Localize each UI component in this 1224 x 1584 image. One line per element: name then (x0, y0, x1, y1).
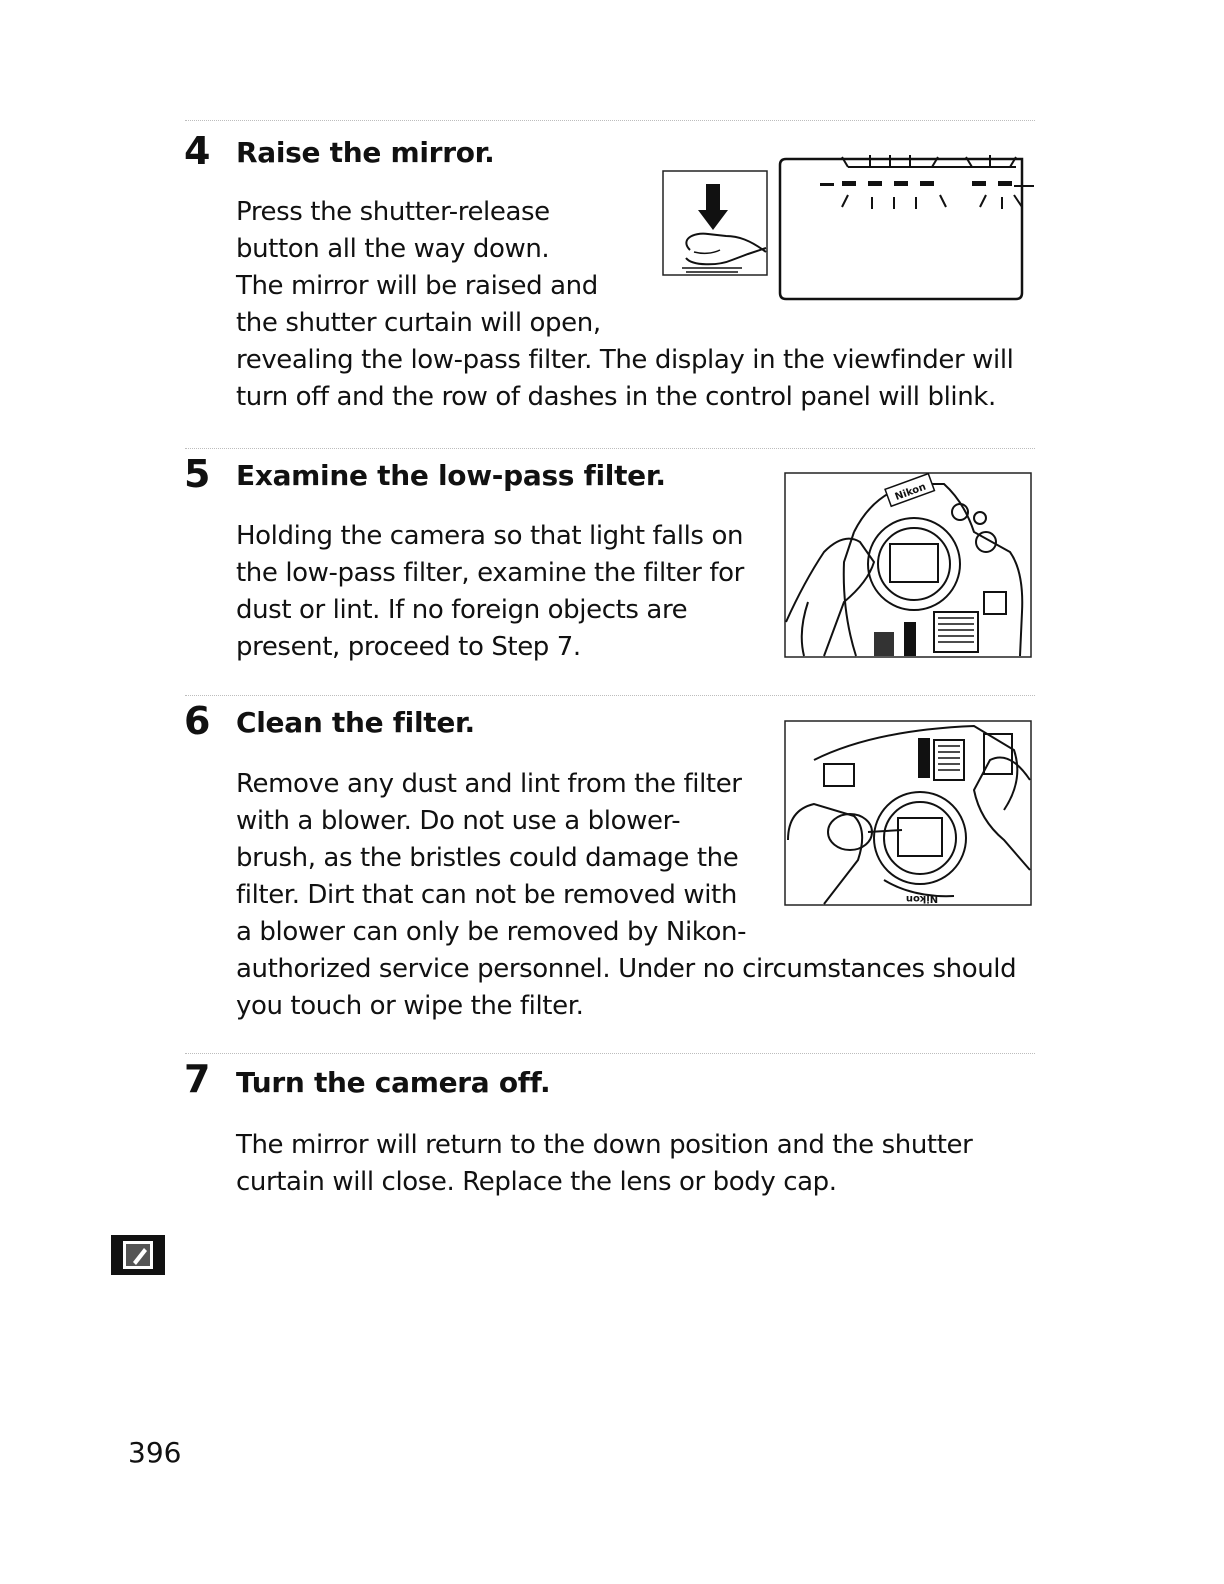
divider (185, 695, 1035, 696)
text-line: curtain will close. Replace the lens or body cap. (236, 1167, 837, 1197)
notes-tab-icon (111, 1235, 165, 1275)
text-line: The mirror will be raised and (236, 271, 598, 301)
step-number: 4 (184, 129, 211, 173)
text-line: with a blower. Do not use a blower- (236, 806, 681, 836)
step-title: Turn the camera off. (236, 1066, 551, 1099)
text-line: Press the shutter-release (236, 197, 550, 227)
step-title: Examine the low-pass filter. (236, 459, 666, 492)
text-line: The mirror will return to the down position and the shutter (236, 1130, 973, 1160)
text-line: revealing the low-pass filter. The display in the viewfinder will (236, 345, 1014, 375)
text-line: dust or lint. If no foreign objects are (236, 595, 688, 625)
text-line: authorized service personnel. Under no circumstances should (236, 954, 1017, 984)
text-line: Remove any dust and lint from the filter (236, 769, 742, 799)
text-line: Holding the camera so that light falls on (236, 521, 744, 551)
page-number: 396 (128, 1436, 182, 1469)
step-body (236, 518, 744, 666)
step-body (236, 1127, 972, 1201)
divider (185, 448, 1035, 449)
blower-cleaning-illustration (784, 720, 1032, 906)
divider (185, 1053, 1035, 1054)
text-line: you touch or wipe the filter. (236, 991, 584, 1021)
step-title: Raise the mirror. (236, 136, 495, 169)
step-number: 6 (184, 699, 211, 743)
text-line: the low-pass filter, examine the filter for (236, 558, 744, 588)
camera-front-illustration (784, 472, 1032, 658)
text-line: brush, as the bristles could damage the (236, 843, 739, 873)
step-number: 5 (184, 452, 211, 496)
text-line: button all the way down. (236, 234, 550, 264)
text-line: present, proceed to Step 7. (236, 632, 581, 662)
text-line: a blower can only be removed by Nikon- (236, 917, 747, 947)
text-line: the shutter curtain will open, (236, 308, 601, 338)
step-title: Clean the filter. (236, 706, 475, 739)
shutter-press-icon (662, 170, 768, 276)
nikon-logo: Nikon (893, 481, 928, 503)
control-panel-dashes (776, 153, 1036, 303)
nikon-logo: Nikon (905, 893, 939, 904)
text-line: filter. Dirt that can not be removed with (236, 880, 737, 910)
step-number: 7 (184, 1057, 211, 1101)
text-line: turn off and the row of dashes in the control panel will blink. (236, 382, 996, 412)
divider (185, 120, 1035, 121)
